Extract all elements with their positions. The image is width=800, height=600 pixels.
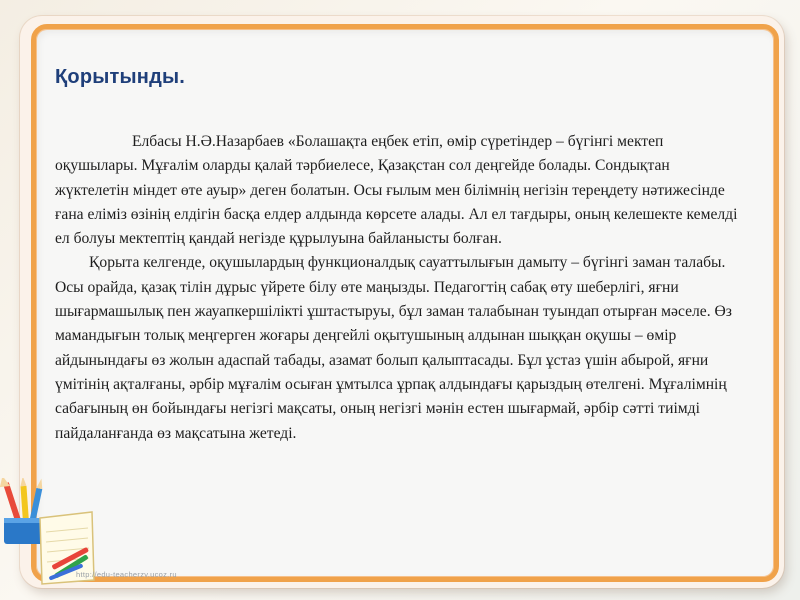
slide-body — [55, 130, 745, 446]
paragraph-2: Қорыта келгенде, оқушылардың функционалдық сауаттылығын дамыту – бүгінгі заман талабы. Осы орайда, қазақ тілін дұрыс үйрете білу өте маңызды. Педагогтің сабақ өту шеберлігі, яғни шығармашылық пен жауапкершілікті ұштастыруы, бұл заман талабынан туындап отырған мәселе. Өз мамандығын толық меңгерген жоғары деңгейлі оқытушының алдынан шыққан оқушы – өмір айдынындағы өз жолын адаспай табады, азамат болып қалыптасады. Бұл ұстаз үшін абырой, яғни үмітінің ақталғаны, әрбір мұғалім осыған ұмтылса ұрпақ алдындағы қарыздың өтелгені. Мұғалімнің сабағының өн бойындағы негізгі мақсаты, оның негізгі мәнін естен шығармай, әрбір сәтті тиімді пайдаланғанда өз мақсатына жетеді. — [55, 254, 732, 442]
footer-url: http://edu-teacherzv.ucoz.ru — [76, 570, 177, 579]
paragraph-1: Елбасы Н.Ә.Назарбаев «Болашақта еңбек етіп, өмір сүретіндер – бүгінгі мектеп оқушылары. Мұғалім оларды қалай тәрбиелесе, Қазақстан сол деңгейде болады. Сондықтан жүктелетін міндет өте ауыр» деген болатын. Осы ғылым мен білімнің негізін тереңдету нәтижесінде ғана еліміз өзінің елдігін басқа елдер алдында көрсете алады. Ал ел тағдыры, оның келешекте кемелді ел болуы мектептің қандай негізде құрылуына байланысты болған. — [55, 133, 738, 248]
slide-title: Қорытынды. — [55, 66, 186, 88]
